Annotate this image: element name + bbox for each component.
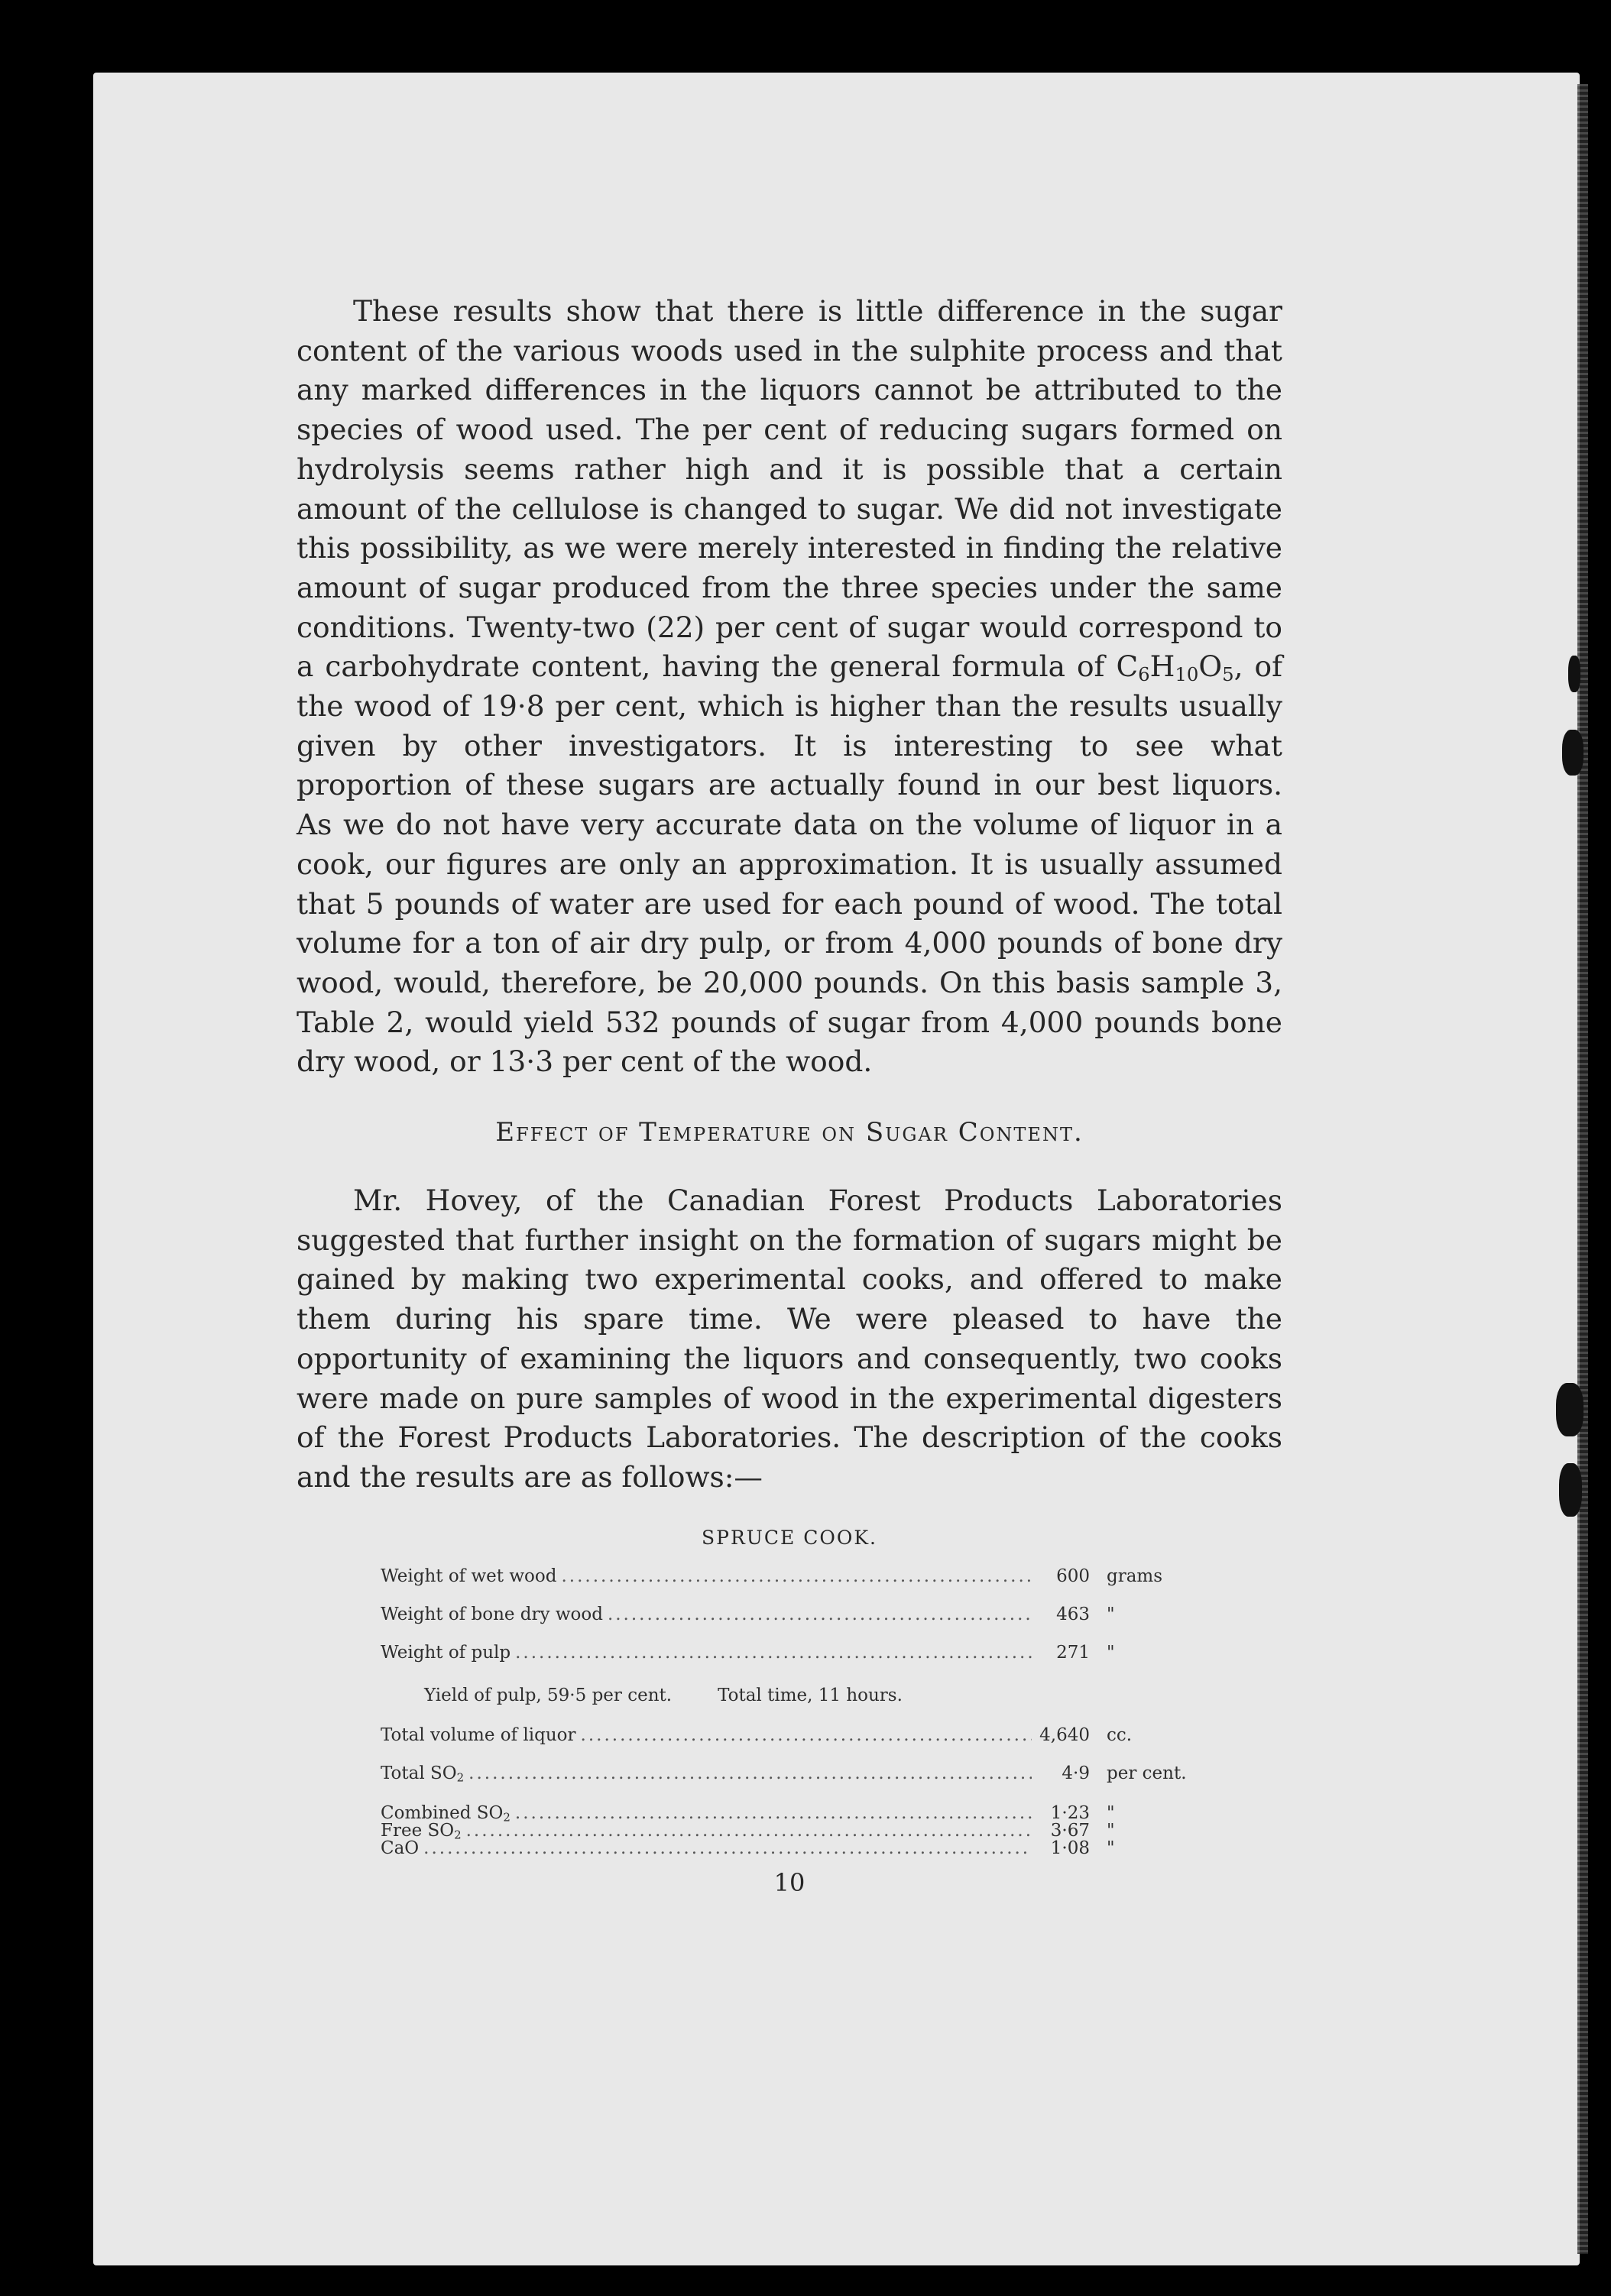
table-row — [381, 1763, 1191, 1786]
formula-element: O — [1198, 649, 1223, 684]
row-unit: " — [1107, 1605, 1115, 1624]
row-label: Total volume of liquor — [381, 1725, 576, 1745]
table-title: SPRUCE COOK. — [702, 1527, 877, 1549]
dot-leader — [515, 1643, 1032, 1663]
row-value: 271 — [1056, 1643, 1090, 1663]
paragraph: Mr. Hovey, of the Canadian Forest Products Laboratories suggested that further insight on the formation of sugars might be gained by making two experimental cooks, and offered to make them during his spare time. We were pleased to have the opportunity of examining the liquors and consequently, two cooks were made on pure samples of wood in the experimental digesters of the Forest Products Laboratories. The description of the cooks and the results are as follows:— — [297, 1184, 1282, 1494]
row-label: Weight of bone dry wood — [381, 1605, 603, 1624]
paragraph — [297, 292, 1282, 1082]
yield-text: Yield of pulp, 59·5 per cent. — [424, 1686, 673, 1705]
table-row — [381, 1605, 1191, 1627]
row-label: Weight of wet wood — [381, 1566, 557, 1586]
body-text-paragraph-1 — [297, 292, 1282, 1082]
subscript: 5 — [1222, 663, 1234, 686]
row-label: Weight of pulp — [381, 1643, 511, 1663]
row-unit: " — [1107, 1643, 1115, 1663]
table-row — [381, 1821, 1191, 1842]
row-unit: " — [1107, 1838, 1115, 1858]
page-number: 10 — [773, 1868, 806, 1897]
dot-leader — [468, 1763, 1032, 1783]
yield-time-line — [424, 1686, 903, 1705]
adjacent-page-edge — [1577, 84, 1588, 2254]
row-label: CaO — [381, 1838, 420, 1858]
row-value: 1·23 — [1050, 1803, 1090, 1823]
binding-mark — [1559, 1463, 1582, 1517]
label-text: Free SO — [381, 1821, 455, 1841]
row-unit: " — [1107, 1821, 1115, 1841]
table-row — [381, 1803, 1191, 1825]
row-unit: per cent. — [1107, 1763, 1187, 1783]
dot-leader — [608, 1605, 1032, 1624]
row-unit: cc. — [1107, 1725, 1133, 1745]
dot-leader — [423, 1838, 1032, 1858]
body-text-paragraph-2 — [297, 1181, 1282, 1498]
row-value: 4·9 — [1062, 1763, 1090, 1783]
paragraph-text: These results show that there is little difference in the sugar content of the various woods used in the sulphite process and that any marked differences in the liquors cannot be attributed to the species of wood used. The per cent of reducing sugars formed on hydrolysis seems rather high and it is possible that a certain amount of the cellulose is changed to sugar. We did not investigate this possibility, as we were merely interested in finding the relative amount of sugar produced from the three species under the same conditions. Twenty-two (22) per cent of sugar would correspond to a carbohydrate content, having the general formula of C — [297, 294, 1282, 684]
paragraph-text: , of the wood of 19·8 per cent, which is higher than the results usually given by other investigators. It is interesting to see what proportion of these sugars are actually found in our best liquors. As we do not have very accurate data on the volume of liquor in a cook, our figures are only an approximation. It is usually assumed that 5 pounds of water are used for each pound of wood. The total volume for a ton of air dry pulp, or from 4,000 pounds of bone dry wood, would, therefore, be 20,000 pounds. On this basis sample 3, Table 2, would yield 532 pounds of sugar from 4,000 pounds bone dry wood, or 13·3 per cent of the wood. — [297, 649, 1282, 1079]
row-value: 3·67 — [1050, 1821, 1090, 1841]
row-unit: grams — [1107, 1566, 1163, 1586]
row-label — [381, 1763, 464, 1783]
time-text: Total time, 11 hours. — [718, 1686, 903, 1705]
binding-mark — [1556, 1383, 1583, 1436]
formula-element: H — [1149, 649, 1175, 684]
section-heading: Effect of Temperature on Sugar Content. — [495, 1117, 1084, 1148]
subscript: 2 — [503, 1810, 511, 1825]
row-unit: " — [1107, 1803, 1115, 1823]
label-text: Total SO — [381, 1763, 457, 1783]
row-value: 600 — [1056, 1566, 1090, 1586]
table-row — [381, 1643, 1191, 1666]
dot-leader — [581, 1725, 1032, 1745]
subscript: 2 — [456, 1770, 465, 1785]
binding-mark — [1562, 730, 1583, 776]
row-value: 4,640 — [1039, 1725, 1090, 1745]
binding-mark — [1568, 656, 1580, 692]
row-value: 463 — [1056, 1605, 1090, 1624]
subscript: 10 — [1175, 663, 1199, 686]
table-row — [381, 1725, 1191, 1748]
subscript: 2 — [454, 1828, 462, 1842]
subscript: 6 — [1138, 663, 1150, 686]
table-row — [381, 1566, 1191, 1589]
table-row — [381, 1838, 1191, 1858]
dot-leader — [561, 1566, 1032, 1586]
label-text: Combined SO — [381, 1803, 504, 1823]
row-value: 1·08 — [1050, 1838, 1090, 1858]
